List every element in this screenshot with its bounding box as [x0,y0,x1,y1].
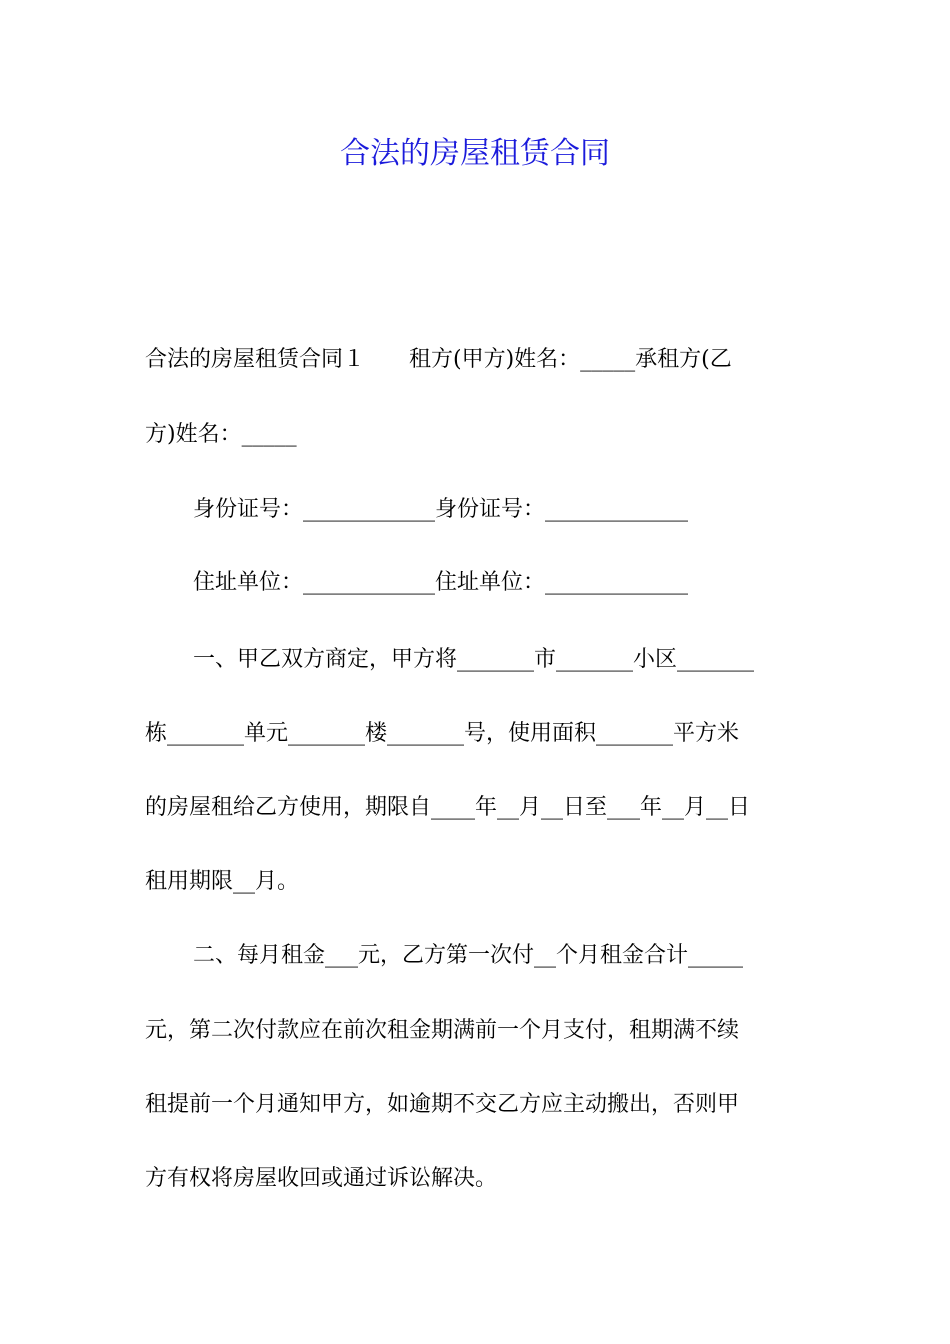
paragraph-line-parties: 合法的房屋租赁合同１ 租方(甲方)姓名：_____承租方(乙 [145,347,732,372]
clause-one-line-3: 的房屋租给乙方使用，期限自____年__月__日至___年__月__日 [145,795,751,820]
paragraph-line-parties-cont: 方)姓名：_____ [145,422,297,447]
document-title: 合法的房屋租赁合同 [340,136,610,171]
clause-two-line-4: 方有权将房屋收回或通过诉讼解决。 [145,1166,498,1191]
clause-one-line-2: 栋_______单元_______楼_______号，使用面积_______平方米 [145,721,740,746]
clause-two-line-3: 租提前一个月通知甲方，如逾期不交乙方应主动搬出，否则甲 [145,1092,740,1117]
clause-one-line-4: 租用期限__月。 [145,869,300,894]
address-line: 住址单位：____________住址单位：_____________ [193,570,689,595]
clause-two-line-2: 元，第二次付款应在前次租金期满前一个月支付，租期满不续 [145,1018,740,1043]
clause-two-line-1: 二、每月租金___元，乙方第一次付__个月租金合计_____ [193,943,744,968]
id-number-line: 身份证号：____________身份证号：_____________ [193,497,689,522]
clause-one-line-1: 一、甲乙双方商定，甲方将_______市_______小区_______ [193,647,755,672]
